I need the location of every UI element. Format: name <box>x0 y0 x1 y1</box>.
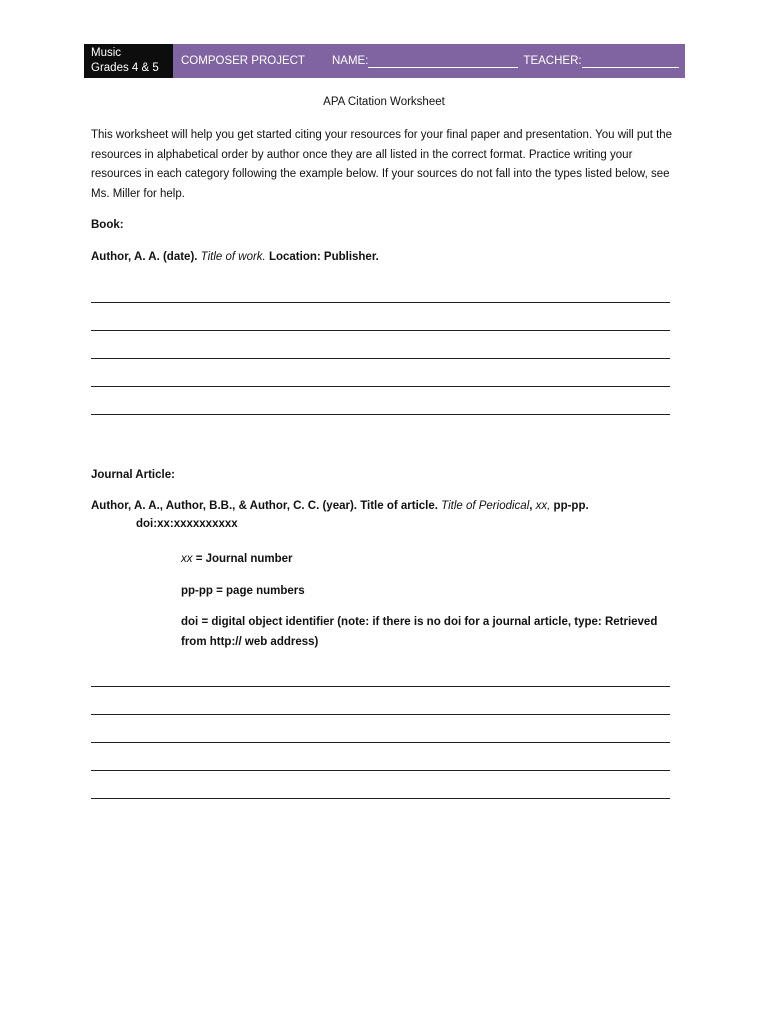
worksheet-header <box>84 44 685 78</box>
note-page-numbers: pp-pp = page numbers <box>181 585 305 597</box>
subject-label: Music <box>91 47 122 59</box>
note-doi: doi = digital object identifier (note: if there is no doi for a journal article, type: Retrieved from http:// web address) <box>181 616 658 648</box>
page-title: APA Citation Worksheet <box>323 96 445 108</box>
name-label: NAME: <box>332 55 369 67</box>
name-field[interactable] <box>368 55 518 68</box>
teacher-label: TEACHER: <box>523 55 582 67</box>
journal-answer-line[interactable] <box>91 798 670 799</box>
book-answer-line[interactable] <box>91 414 670 415</box>
book-answer-line[interactable] <box>91 358 670 359</box>
book-answer-line[interactable] <box>91 302 670 303</box>
book-heading: Book: <box>91 219 124 231</box>
intro-paragraph: This worksheet will help you get started citing your resources for your final paper and presentation. You will put the resources in alphabetical order by author once they are all listed in the correct format. Practice writing your resources in each category following the example below. If your sources do not fall into the types listed below, see Ms. Miller for help. <box>91 129 673 200</box>
journal-example-comma: , <box>529 500 536 512</box>
teacher-field[interactable] <box>582 55 679 68</box>
note-journal-number <box>181 549 681 569</box>
book-answer-line[interactable] <box>91 330 670 331</box>
journal-example-periodical: Title of Periodical <box>441 500 530 512</box>
project-label: COMPOSER PROJECT <box>181 55 305 67</box>
journal-answer-line[interactable] <box>91 770 670 771</box>
book-example-author: Author, A. A. (date). <box>91 251 201 263</box>
journal-example <box>91 497 681 517</box>
book-answer-line[interactable] <box>91 386 670 387</box>
journal-answer-line[interactable] <box>91 686 670 687</box>
journal-example-authors: Author, A. A., Author, B.B., & Author, C. C. (year). Title of article. <box>91 500 442 512</box>
journal-example-xx: xx, <box>535 500 551 512</box>
journal-example-doi: doi:xx:xxxxxxxxxx <box>136 518 238 530</box>
book-example-rest: Location: Publisher. <box>265 251 379 263</box>
book-example <box>91 248 681 268</box>
header-bar <box>173 44 685 78</box>
note-xx-text: = Journal number <box>192 553 293 565</box>
note-xx-var: xx <box>181 553 193 565</box>
book-example-title: Title of work. <box>200 251 266 263</box>
grades-label: Grades 4 & 5 <box>91 62 159 74</box>
subject-box <box>84 44 173 78</box>
journal-answer-line[interactable] <box>91 742 670 743</box>
journal-answer-line[interactable] <box>91 714 670 715</box>
journal-example-pages: pp-pp. <box>550 500 589 512</box>
journal-heading: Journal Article: <box>91 469 175 481</box>
